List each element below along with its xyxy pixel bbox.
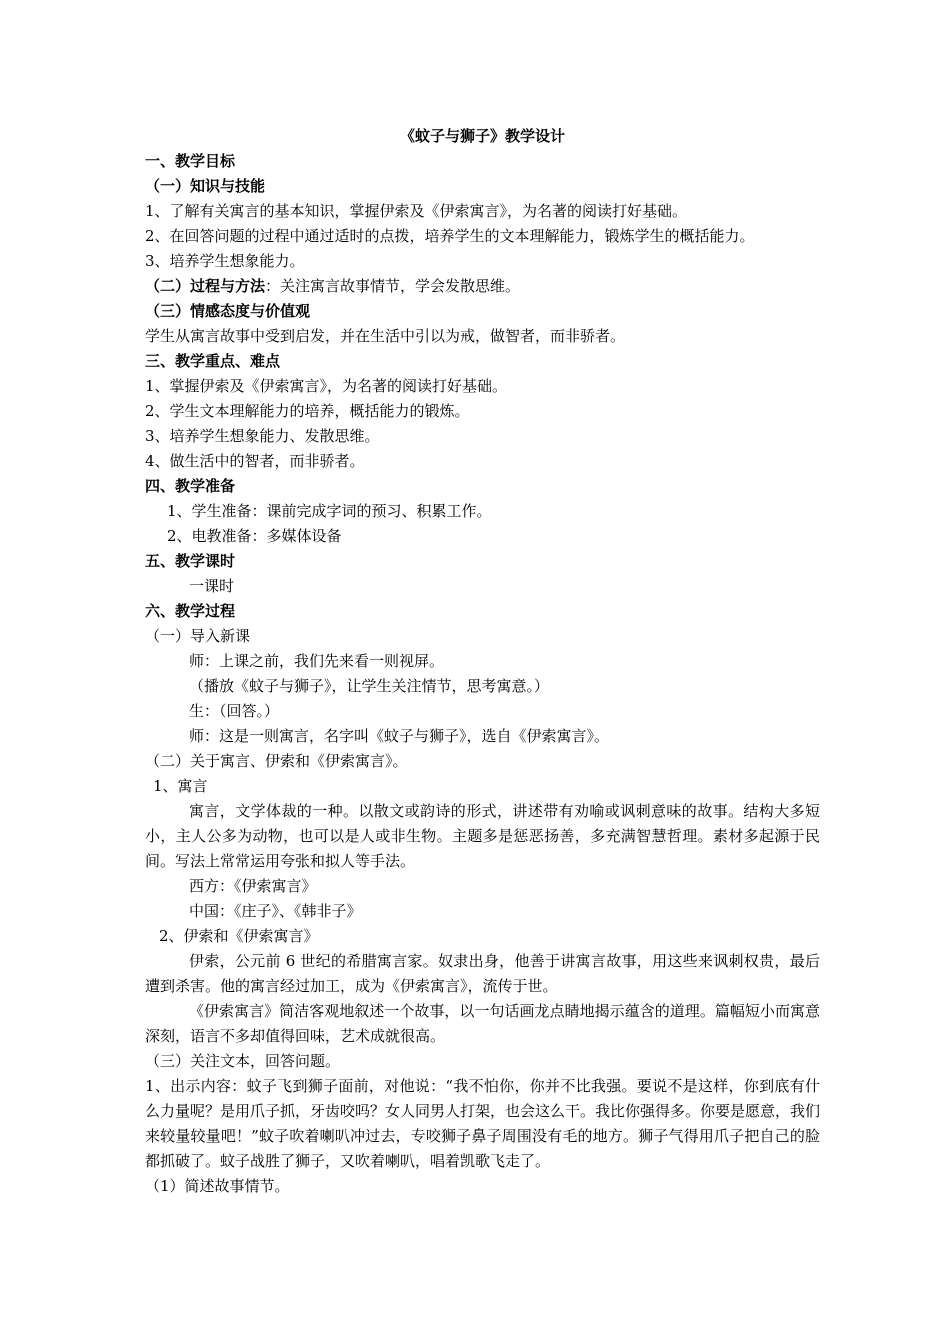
list-item: 3、培养学生想象能力、发散思维。 [145, 427, 380, 445]
paragraph: 寓言，文学体裁的一种。以散文或韵诗的形式，讲述带有劝喻或讽刺意味的故事。结构大多短小，主人公多为动物，也可以是人或非生物。主题多是惩恶扬善，多充满智慧哲理。素材多起源于民间。写法上常常运用夸张和拟人等手法。 [145, 802, 820, 870]
subheading-fable-aesop: （二）关于寓言、伊索和《伊索寓言》。 [145, 752, 408, 770]
list-item: 2、学生文本理解能力的培养，概括能力的锻炼。 [145, 402, 470, 420]
document-title: 《蚊子与狮子》教学设计 [399, 127, 565, 145]
section-heading-process: 六、教学过程 [145, 602, 236, 620]
list-item: 1、学生准备：课前完成字词的预习、积累工作。 [167, 502, 492, 520]
dialogue-line: 师：这是一则寓言，名字叫《蚊子与狮子》，选自《伊索寓言》。 [189, 727, 610, 745]
dialogue-line: （播放《蚊子与狮子》，让学生关注情节，思考寓意。） [189, 677, 550, 695]
list-item: 1、掌握伊索及《伊索寓言》，为名著的阅读打好基础。 [145, 377, 508, 395]
section-heading-class-hours: 五、教学课时 [145, 552, 236, 570]
subheading-emotion-values: （三）情感态度与价值观 [145, 302, 311, 320]
paragraph: 中国：《庄子》、《韩非子》 [189, 902, 362, 920]
document-page [145, 124, 820, 1199]
subheading-knowledge-skills: （一）知识与技能 [145, 177, 266, 195]
subheading-label: （二）过程与方法 [145, 277, 266, 295]
question: （1）简述故事情节。 [145, 1177, 290, 1195]
paragraph: 《伊索寓言》简洁客观地叙述一个故事，以一句话画龙点睛地揭示蕴含的道理。篇幅短小而寓意深刻，语言不多却值得回味，艺术成就很高。 [145, 1002, 820, 1045]
section-heading-objectives: 一、教学目标 [145, 152, 236, 170]
paragraph: 伊索，公元前 6 世纪的希腊寓言家。奴隶出身，他善于讲寓言故事，用这些来讽刺权贵，最后遭到杀害。他的寓言经过加工，成为《伊索寓言》，流传于世。 [145, 952, 820, 995]
list-item: 3、培养学生想象能力。 [145, 252, 305, 270]
subheading-aesop: 2、伊索和《伊索寓言》 [159, 927, 319, 945]
subheading-fable: 1、寓言 [153, 777, 208, 795]
paragraph: 1、出示内容：蚊子飞到狮子面前，对他说：“我不怕你，你并不比我强。要说不是这样，你到底有什么力量呢？是用爪子抓，牙齿咬吗？女人同男人打架，也会这么干。我比你强得多。你要是愿意，我们来较量较量吧！”蚊子吹着喇叭冲过去，专咬狮子鼻子周围没有毛的地方。狮子气得用爪子把自己的脸都抓破了。蚊子战胜了狮子，又吹着喇叭，唱着凯歌飞走了。 [145, 1077, 821, 1170]
subheading-intro: （一）导入新课 [145, 627, 251, 645]
paragraph: 学生从寓言故事中受到启发，并在生活中引以为戒，做智者，而非骄者。 [145, 327, 626, 345]
dialogue-line: 生：（回答。） [189, 702, 280, 720]
subheading-text: ：关注寓言故事情节，学会发散思维。 [265, 277, 521, 295]
list-item: 2、在回答问题的过程中通过适时的点拨，培养学生的文本理解能力，锻炼学生的概括能力。 [145, 227, 755, 245]
section-heading-key-points: 三、教学重点、难点 [145, 352, 281, 370]
subheading-process-methods [145, 274, 820, 299]
list-item: 2、电教准备：多媒体设备 [167, 527, 342, 545]
dialogue-line: 师：上课之前，我们先来看一则视屏。 [189, 652, 445, 670]
subheading-text-questions: （三）关注文本，回答问题。 [145, 1052, 341, 1070]
paragraph: 一课时 [189, 577, 235, 595]
list-item: 1、了解有关寓言的基本知识，掌握伊索及《伊索寓言》，为名著的阅读打好基础。 [145, 202, 688, 220]
paragraph: 西方：《伊索寓言》 [189, 877, 317, 895]
section-heading-preparation: 四、教学准备 [145, 477, 236, 495]
list-item: 4、做生活中的智者，而非骄者。 [145, 452, 365, 470]
